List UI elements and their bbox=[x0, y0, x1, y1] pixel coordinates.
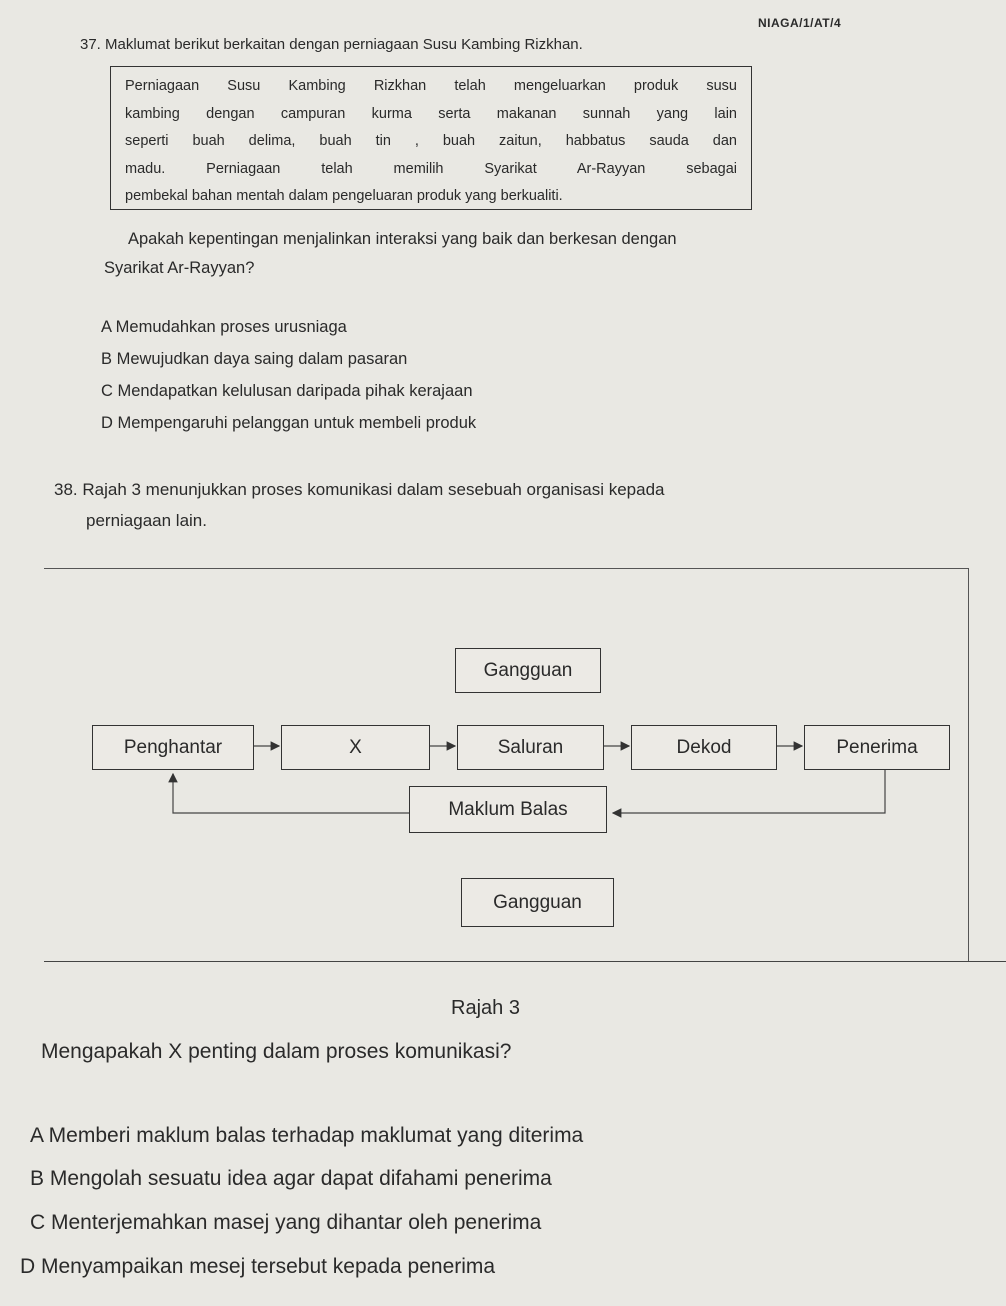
decode-box: Dekod bbox=[631, 725, 777, 770]
receiver-box: Penerima bbox=[804, 725, 950, 770]
q37-question-line2: Syarikat Ar-Rayyan? bbox=[104, 259, 255, 277]
passage-line: kambing dengan campuran kurma serta makanan sunnah yang lain bbox=[125, 105, 737, 122]
passage-line: Perniagaan Susu Kambing Rizkhan telah mengeluarkan produk susu bbox=[125, 78, 737, 94]
q37-option-d[interactable]: D Mempengaruhi pelanggan untuk membeli produk bbox=[101, 414, 477, 432]
arrow-receiver-to-feedback bbox=[613, 770, 885, 813]
q38-option-c[interactable]: C Menterjemahkan masej yang dihantar oleh penerima bbox=[30, 1211, 542, 1234]
channel-box: Saluran bbox=[457, 725, 604, 770]
q37-option-c[interactable]: C Mendapatkan kelulusan daripada pihak kerajaan bbox=[101, 382, 473, 400]
passage-line: madu. Perniagaan telah memilih Syarikat Ar-Rayyan sebagai bbox=[125, 160, 737, 177]
q37-option-a[interactable]: A Memudahkan proses urusniaga bbox=[101, 318, 347, 336]
sender-box: Penghantar bbox=[92, 725, 254, 770]
arrow-feedback-to-sender bbox=[173, 774, 409, 813]
passage-line: pembekal bahan mentah dalam pengeluaran produk yang berkualiti. bbox=[125, 188, 563, 204]
q38-question: Mengapakah X penting dalam proses komunikasi? bbox=[41, 1040, 512, 1063]
q38-option-d[interactable]: D Menyampaikan mesej tersebut kepada penerima bbox=[20, 1255, 496, 1278]
q37-question-line1: Apakah kepentingan menjalinkan interaksi yang baik dan berkesan dengan bbox=[128, 230, 677, 248]
q38-option-b[interactable]: B Mengolah sesuatu idea agar dapat difahami penerima bbox=[30, 1167, 552, 1190]
q38-stem-line2: perniagaan lain. bbox=[86, 511, 207, 530]
paper-code: NIAGA/1/AT/4 bbox=[758, 16, 842, 30]
noise-bottom-box: Gangguan bbox=[461, 878, 614, 927]
diagram-caption: Rajah 3 bbox=[451, 997, 520, 1019]
q37-stem: 37. Maklumat berikut berkaitan dengan perniagaan Susu Kambing Rizkhan. bbox=[80, 36, 583, 53]
q37-option-b[interactable]: B Mewujudkan daya saing dalam pasaran bbox=[101, 350, 408, 368]
x-box: X bbox=[281, 725, 430, 770]
noise-top-box: Gangguan bbox=[455, 648, 601, 693]
passage-line: seperti buah delima, buah tin , buah zaitun, habbatus sauda dan bbox=[125, 133, 737, 149]
q38-stem-line1: 38. Rajah 3 menunjukkan proses komunikasi dalam sesebuah organisasi kepada bbox=[54, 480, 665, 499]
q38-option-a[interactable]: A Memberi maklum balas terhadap maklumat yang diterima bbox=[30, 1124, 584, 1147]
feedback-box: Maklum Balas bbox=[409, 786, 607, 833]
